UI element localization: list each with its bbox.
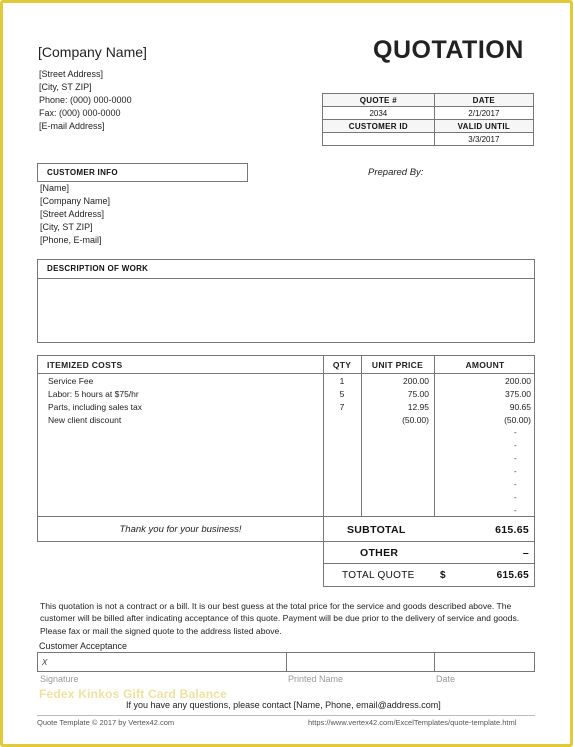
signature-field[interactable] [40,654,284,670]
itemized-costs-table [37,355,535,517]
customer-company: [Company Name] [40,196,111,206]
item-amount: (50.00) [504,415,531,425]
thank-you-message: Thank you for your business! [119,524,242,535]
footer-rule [37,715,535,716]
footer-copyright: Quote Template © 2017 by Vertex42.com [37,718,175,727]
customer-contact: [Phone, E-mail] [40,235,102,245]
company-fax: Fax: (000) 000-0000 [39,108,121,118]
company-name: [Company Name] [38,44,147,60]
customer-name: [Name] [40,183,70,193]
item-unit-price: 12.95 [407,402,429,412]
empty-amount: - [514,467,517,476]
total-quote-box [323,563,535,587]
item-qty: 1 [339,376,345,386]
customer-acceptance-label: Customer Acceptance [39,641,128,651]
date-label: DATE [434,94,533,107]
other-box [323,541,535,564]
description-divider [38,278,534,279]
empty-amount: - [514,454,517,463]
printed-name-label: Printed Name [288,674,344,684]
item-unit-price: 75.00 [407,389,429,399]
signature-x-mark: X [42,658,48,667]
document-title: QUOTATION [373,36,524,64]
item-amount: 90.65 [509,402,531,412]
signature-divider [286,653,287,671]
item-qty: 7 [339,402,345,412]
subtotal-label: SUBTOTAL [347,524,406,536]
total-quote-value: 615.65 [496,570,529,581]
item-unit-price: 200.00 [403,376,429,386]
thank-you-box [37,516,324,542]
item-unit-price: (50.00) [402,415,429,425]
description-header: DESCRIPTION OF WORK [47,264,149,273]
empty-amount: - [514,493,517,502]
item-amount: 375.00 [505,389,531,399]
signature-row [37,652,535,672]
item-description: Labor: 5 hours at $75/hr [48,389,139,399]
customer-info-header: CUSTOMER INFO [47,168,118,177]
terms-paragraph: This quotation is not a contract or a bill. It is our best guess at the total price for the service and goods described above. The customer will be billed after indicating acceptance of this quote. Payment will be due prior to the delivery of service and goods. Please fax or mail the signed quote to the address listed above. [40,601,520,636]
currency-symbol: $ [440,570,446,581]
item-description: Parts, including sales tax [48,402,143,412]
item-description: New client discount [48,415,122,425]
empty-amount: - [514,428,517,437]
other-value: – [522,547,529,559]
empty-amount: - [514,480,517,489]
printed-name-divider [434,653,435,671]
amount-header: AMOUNT [465,360,505,370]
subtotal-box [323,516,535,542]
acceptance-date-field[interactable] [436,654,534,670]
contact-line: If you have any questions, please contact [Name, Phone, email@address.com] [126,700,441,710]
items-header-divider [38,373,534,374]
total-quote-label: TOTAL QUOTE [342,570,415,581]
qty-header: QTY [332,360,352,370]
company-email: [E-mail Address] [39,121,105,131]
empty-amount: - [514,506,517,515]
other-label: OTHER [360,547,399,559]
acceptance-date-label: Date [436,674,456,684]
quote-number-label: QUOTE # [323,94,435,107]
printed-name-field[interactable] [288,654,432,670]
valid-until-value: 3/3/2017 [434,133,533,146]
valid-until-label: VALID UNTIL [434,120,533,133]
footer-link[interactable]: https://www.vertex42.com/ExcelTemplates/quote-template.html [308,718,517,727]
empty-amount: - [514,441,517,450]
description-box [37,259,535,343]
customer-city: [City, ST ZIP] [40,222,93,232]
date-value: 2/1/2017 [434,107,533,120]
item-qty: 5 [339,389,345,399]
quote-number-value: 2034 [323,107,435,120]
itemized-costs-header: ITEMIZED COSTS [47,360,123,370]
customer-id-label: CUSTOMER ID [323,120,435,133]
unit-price-header: UNIT PRICE [371,360,424,370]
item-amount: 200.00 [505,376,531,386]
prepared-by-label: Prepared By: [368,167,424,178]
quote-info-table [322,93,534,146]
signature-label: Signature [40,674,79,684]
customer-street: [Street Address] [40,209,105,219]
subtotal-value: 615.65 [495,524,529,536]
company-street: [Street Address] [39,69,104,79]
company-phone: Phone: (000) 000-0000 [39,95,132,105]
customer-id-value [323,133,435,146]
customer-info-header-box [37,163,248,182]
company-city: [City, ST ZIP] [39,82,92,92]
item-description: Service Fee [48,376,94,386]
promo-watermark: Fedex Kinkos Gift Card Balance [39,687,228,701]
